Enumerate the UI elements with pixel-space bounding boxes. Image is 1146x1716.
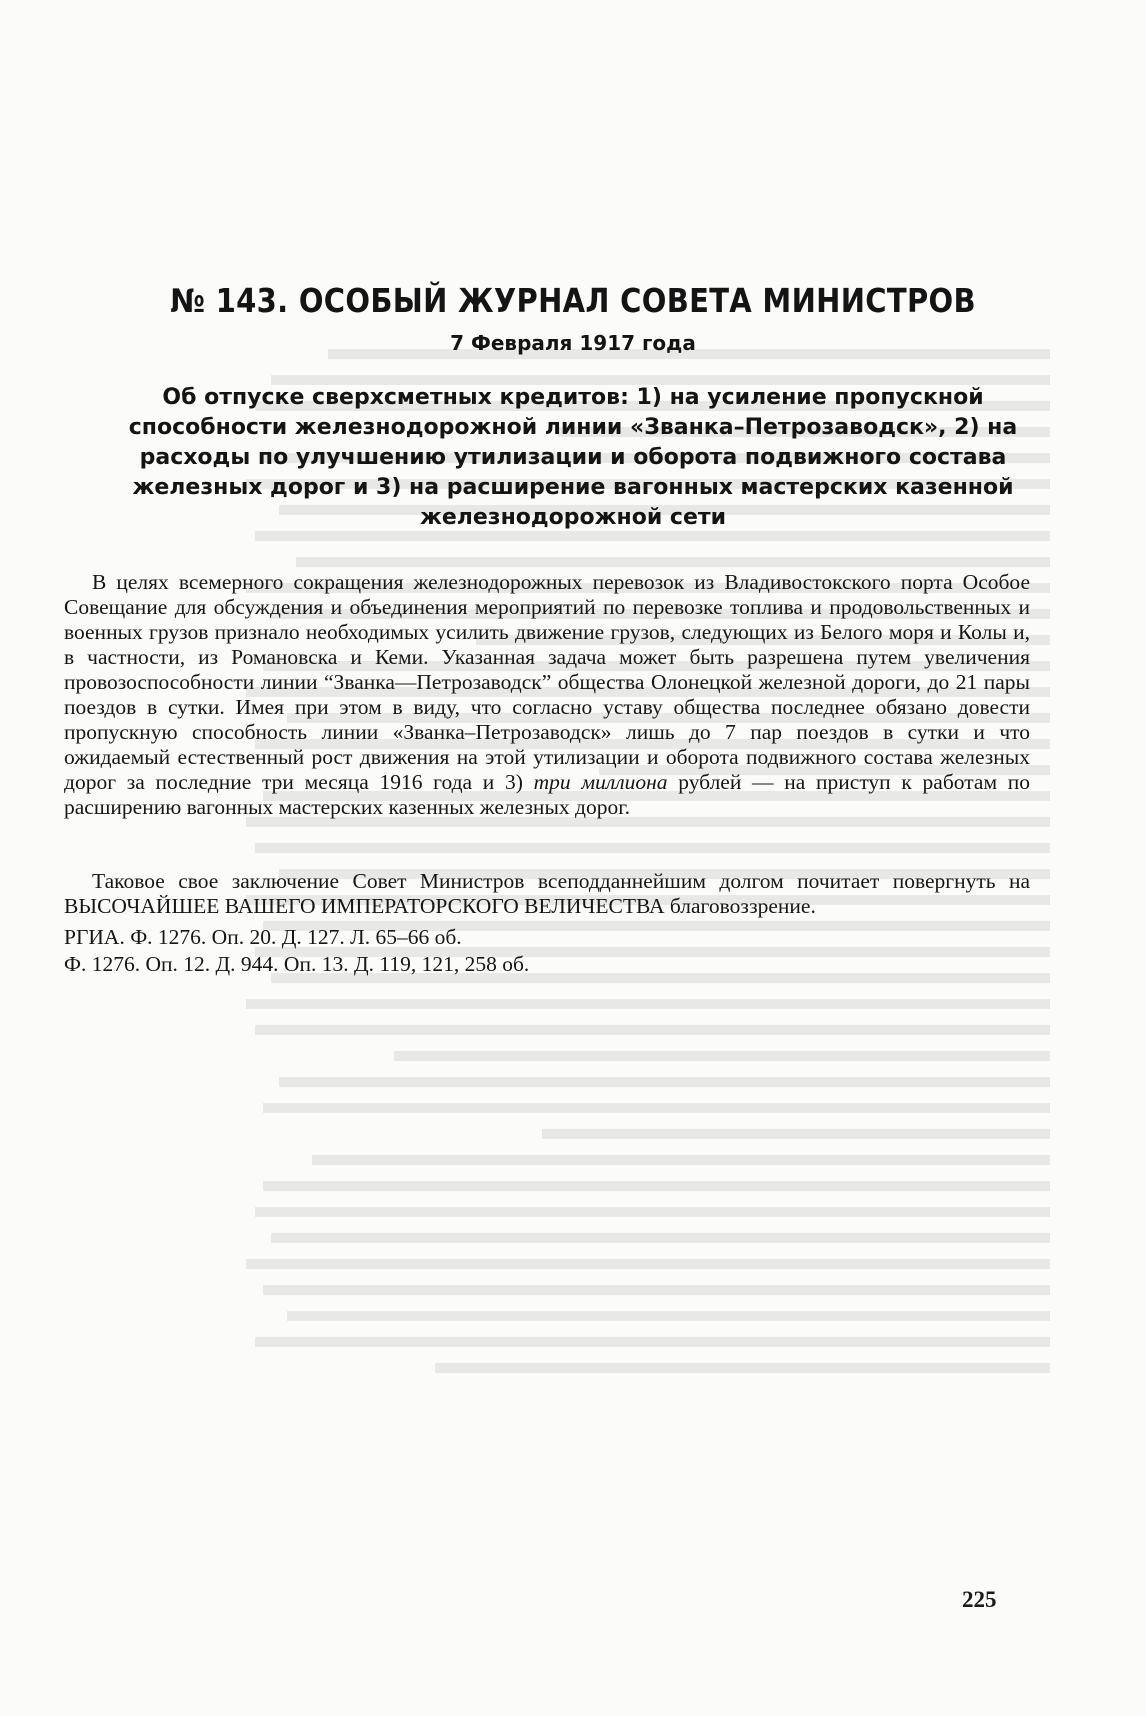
body-paragraph-1 <box>64 570 1030 820</box>
document-subject: Об отпуске сверхсметных кредитов: 1) на усиление пропускной способности железнодорожной линии «Званка–Петрозаводск», 2) на расходы по улучшению утилизации и оборота подвижного состава железных дорог и 3) на расширение вагонных мастерских казенной железнодорожной сети <box>128 385 1018 530</box>
body-paragraph-1-italic: три миллиона <box>533 770 668 794</box>
document-title: № 143. ОСОБЫЙ ЖУРНАЛ СОВЕТА МИНИСТРОВ <box>170 281 976 321</box>
archive-reference-2: Ф. 1276. Оп. 12. Д. 944. Оп. 13. Д. 119, 121, 258 об. <box>64 952 530 976</box>
archive-reference-1: РГИА. Ф. 1276. Оп. 20. Д. 127. Л. 65–66 об. <box>64 925 462 949</box>
body-paragraph-1-text-b: рублей — на приступ к работам по расширению вагонных мастерских казенных железных дорог. <box>64 770 1031 819</box>
document-date: 7 Февраля 1917 года <box>450 331 696 355</box>
body-paragraph-1-text-a: В целях всемерного сокращения железнодорожных перевозок из Владивостокского порта Особое Совещание для обсуждения и объединения мероприятий по перевозке топлива и продовольственных и военных грузов признало необходимых усилить движение грузов, следующих из Белого моря и Колы и, в частности, из Романовска и Кеми. Указанная задача может быть разрешена путем увеличения провозоспособности линии “Званка—Петрозаводск” общества Олонецкой железной дороги, до 21 пары поездов в сутки. Имея при этом в виду, что согласно уставу общества последнее обязано довести пропускную способность линии «Званка–Петрозаводск» лишь до 7 пар поездов в сутки и что ожидаемый естественный рост движения на этой утилизации и оборота подвижного состава железных дорог за последние три месяца 1916 года и 3) <box>64 570 1030 794</box>
page-number: 225 <box>962 1587 997 1612</box>
body-paragraph-2: Таковое свое заключение Совет Министров всеподданнейшим долгом почитает повергнуть на ВЫСОЧАЙШЕЕ ВАШЕГО ИМПЕРАТОРСКОГО ВЕЛИЧЕСТВА благовоззрение. <box>64 869 1030 918</box>
